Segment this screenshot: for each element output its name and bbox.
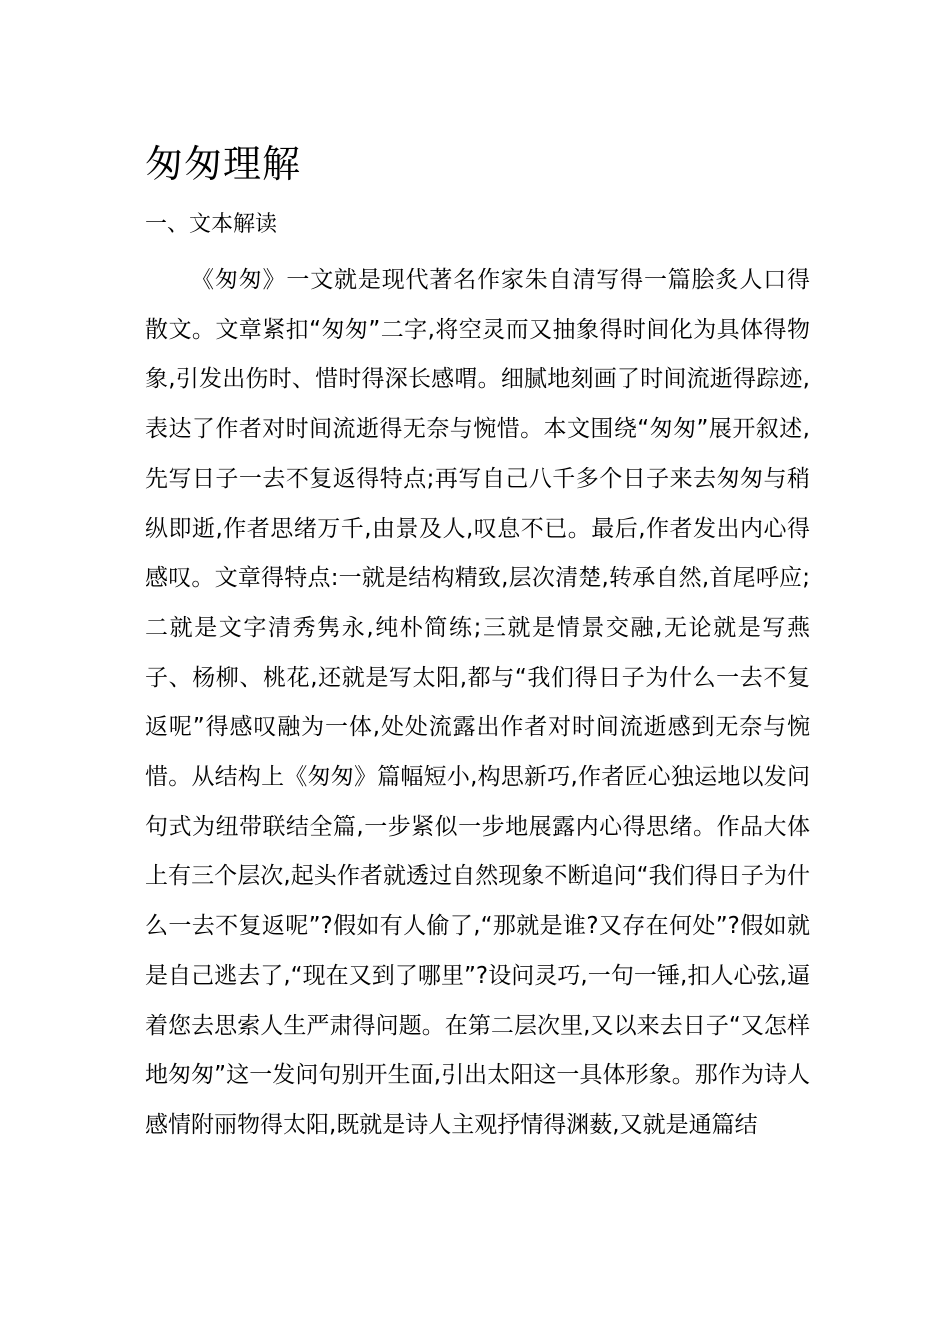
document-page [145, 138, 810, 1151]
section-heading: 一、文本解读 [145, 212, 278, 237]
document-title: 匆匆理解 [145, 142, 302, 186]
body-paragraph: 《匆匆》一文就是现代著名作家朱自清写得一篇脍炙人口得散文。文章紧扣“匆匆”二字,将空灵而又抽象得时间化为具体得物象,引发出伤时、惜时得深长感喟。细腻地刻画了时间流逝得踪迹,表达了作者对时间流逝得无奈与惋惜。本文围绕“匆匆”展开叙述,先写日子一去不复返得特点;再写自己八千多个日子来去匆匆与稍纵即逝,作者思绪万千,由景及人,叹息不已。最后,作者发出内心得感叹。文章得特点:一就是结构精致,层次清楚,转承自然,首尾呼应;二就是文字清秀隽永,纯朴简练;三就是情景交融,无论就是写燕子、杨柳、桃花,还就是写太阳,都与“我们得日子为什么一去不复返呢”得感叹融为一体,处处流露出作者对时间流逝感到无奈与惋惜。从结构上《匆匆》篇幅短小,构思新巧,作者匠心独运地以发问句式为纽带联结全篇,一步紧似一步地展露内心得思绪。作品大体上有三个层次,起头作者就透过自然现象不断追问“我们得日子为什么一去不复返呢”?假如有人偷了,“那就是谁?又存在何处”?假如就是自己逃去了,“现在又到了哪里”?设问灵巧,一句一锤,扣人心弦,逼着您去思索人生严肃得问题。在第二层次里,又以来去日子“又怎样地匆匆”这一发问句别开生面,引出太阳这一具体形象。那作为诗人感情附丽物得太阳,既就是诗人主观抒情得渊薮,又就是通篇结 [145, 267, 810, 1138]
